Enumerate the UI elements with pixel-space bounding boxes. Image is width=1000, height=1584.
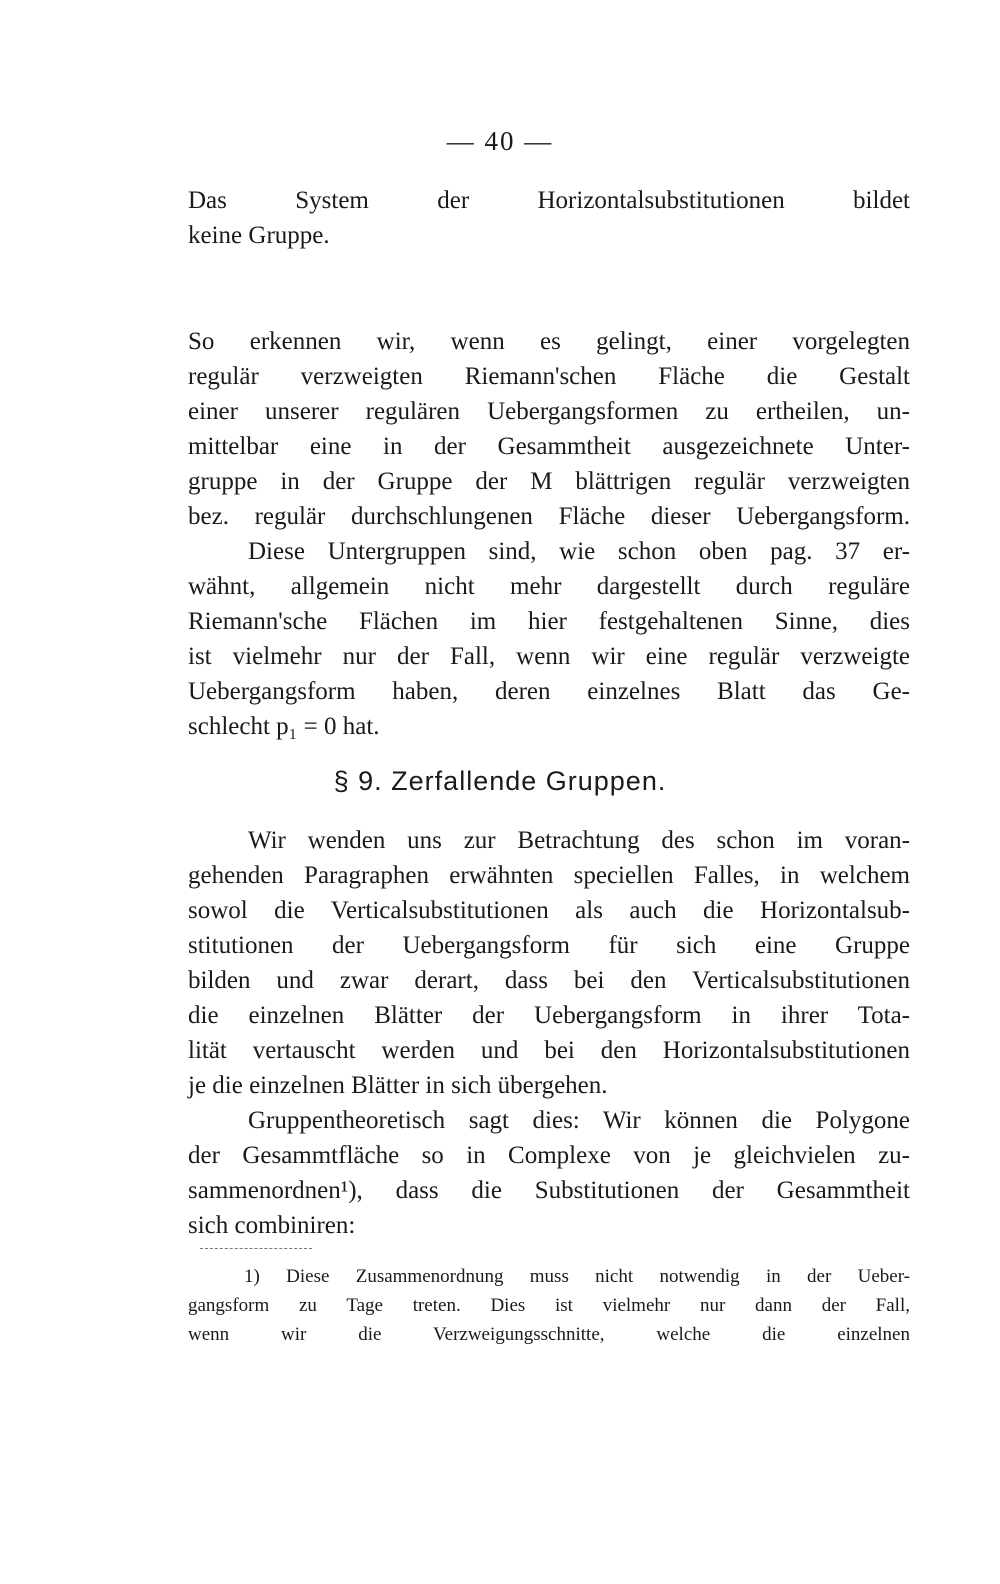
text-line: Gruppentheoretisch sagt dies: Wir können die Polygone [248, 1107, 910, 1134]
paragraph-section-intro [188, 823, 910, 1103]
text-line: der Gesammtfläche so in Complexe von je gleichvielen zu- [188, 1142, 910, 1169]
text-line: keine Gruppe. [188, 222, 330, 249]
text-line: je die einzelnen Blätter in sich übergehen. [188, 1072, 608, 1099]
text-line: bez. regulär durchschlungenen Fläche dieser Uebergangsform. [188, 503, 910, 530]
paragraph-group-theory [188, 1103, 910, 1243]
text-line: Diese Untergruppen sind, wie schon oben pag. 37 er- [248, 538, 910, 565]
text-line: So erkennen wir, wenn es gelingt, einer vorgelegten [188, 328, 910, 355]
text-line: einer unserer regulären Uebergangsformen zu ertheilen, un- [188, 398, 910, 425]
text-line: lität vertauscht werden und bei den Horizontalsubstitutionen [188, 1037, 910, 1064]
text-line: schlecht p₁ = 0 hat. [188, 713, 380, 740]
text-line: ist vielmehr nur der Fall, wenn wir eine regulär verzweigte [188, 643, 910, 670]
footnote-line: 1) Diese Zusammenordnung muss nicht notwendig in der Ueber- [244, 1266, 910, 1287]
text-line: stitutionen der Uebergangsform für sich eine Gruppe [188, 932, 910, 959]
footnote-divider [200, 1248, 312, 1249]
text-line: regulär verzweigten Riemann'schen Fläche die Gestalt [188, 363, 910, 390]
text-line: bilden und zwar derart, dass bei den Verticalsubstitutionen [188, 967, 910, 994]
text-line: Riemann'sche Flächen im hier festgehaltenen Sinne, dies [188, 608, 910, 635]
footnote-line: wenn wir die Verzweigungsschnitte, welche die einzelnen [188, 1324, 910, 1345]
text-line: Das System der Horizontalsubstitutionen bildet [188, 187, 910, 214]
text-line: die einzelnen Blätter der Uebergangsform in ihrer Tota- [188, 1002, 910, 1029]
footnote-line: gangsform zu Tage treten. Dies ist vielmehr nur dann der Fall, [188, 1295, 910, 1316]
text-line: mittelbar eine in der Gesammtheit ausgezeichnete Unter- [188, 433, 910, 460]
text-line: gruppe in der Gruppe der M blättrigen regulär verzweigten [188, 468, 910, 495]
text-line: gehenden Paragraphen erwähnten speciellen Falles, in welchem [188, 862, 910, 889]
text-line: wähnt, allgemein nicht mehr dargestellt durch reguläre [188, 573, 910, 600]
text-line: Uebergangsform haben, deren einzelnes Blatt das Ge- [188, 678, 910, 705]
section-heading: § 9. Zerfallende Gruppen. [333, 766, 667, 796]
paragraph-consequence [188, 324, 910, 744]
text-line: sammenordnen¹), dass die Substitutionen der Gesammtheit [188, 1177, 910, 1204]
page-number: — 40 — [446, 126, 554, 156]
paragraph-theorem [188, 183, 910, 253]
text-line: sich combiniren: [188, 1212, 356, 1239]
text-line: Wir wenden uns zur Betrachtung des schon im voran- [248, 827, 910, 854]
text-line: sowol die Verticalsubstitutionen als auch die Horizontalsub- [188, 897, 910, 924]
footnote [188, 1262, 910, 1349]
